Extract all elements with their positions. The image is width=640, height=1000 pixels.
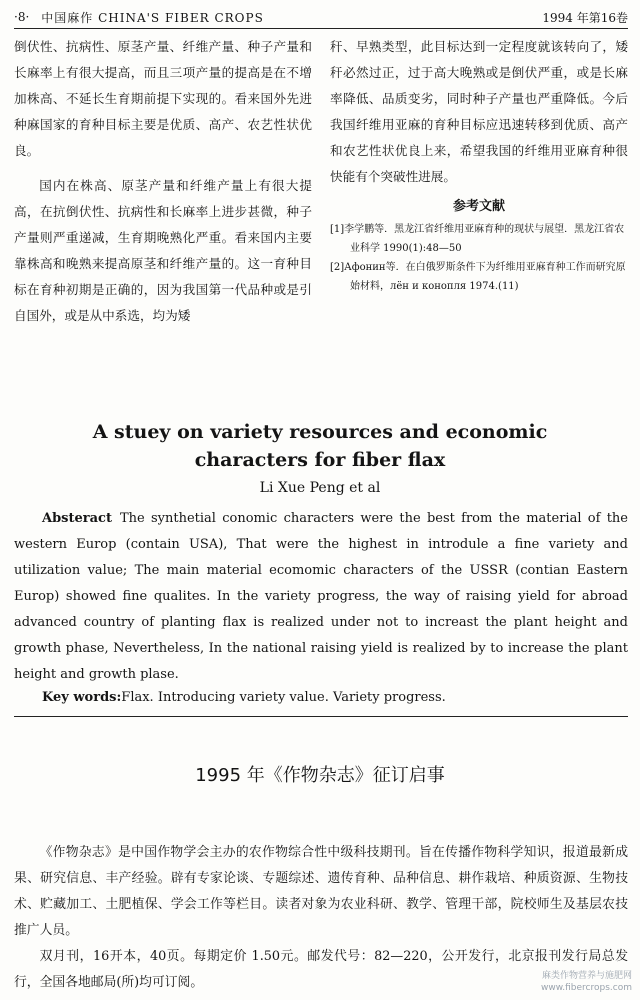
notice-paragraph: 《作物杂志》是中国作物学会主办的农作物综合性中级科技期刊。旨在传播作物科学知识，报道最新成果、研究信息、丰产经验。辟有专家论谈、专题综述、遗传育种、品种信息、耕作栽培、种质资源、生物技术、贮藏加工、土肥植保、学会工作等栏目。读者对象为农业科研、教学、管理干部，院校师生及基层农技推广人员。: [14, 845, 628, 938]
subscription-notice: [14, 840, 628, 996]
english-author: Li Xue Peng et al: [259, 480, 381, 496]
body-paragraph: 国内在株高、原茎产量和纤维产量上有很大提高，在抗倒伏性、抗病性和长麻率上进步甚微，种子产量则严重递减，生育期晚熟化严重。看来国内主要靠株高和晚熟来提高原茎和纤维产量的。这一育种目标在育种初期是正确的，因为我国第一代品种或是引自国外，或是从中系选，均为矮: [14, 178, 312, 323]
site-watermark: [541, 970, 632, 994]
abstract-label: Absteract: [42, 511, 112, 526]
english-abstract: [14, 506, 628, 688]
keywords-text: Flax. Introducing variety value. Variety progress.: [121, 690, 446, 705]
english-title-line: characters for fiber flax: [194, 449, 446, 471]
abstract-text: The synthetial conomic characters were the best from the material of the western Europ (contain USA), That were the highest in introdule a fine variety and utilization value; The main material ecomomic characters of the USSR (contian Eastern Europ) showed fine qualites. In the variety progress, the way of raising yield for abroad advanced country of planting flax is realized under not to increast the plant height and growth phase, Nevertheless, In the national raising yield is realized by to increase the plant height and growth plase.: [14, 511, 628, 682]
body-paragraph: 倒伏性、抗病性、原茎产量、纤维产量、种子产量和长麻率上有很大提高，而且三项产量的提高是在不增加株高、不延长生育期前提下实现的。看来国外先进种麻国家的育种目标主要是优质、高产、农艺性状优良。: [14, 39, 312, 158]
notice-paragraph: 双月刊，16开本，40页。每期定价 1.50元。邮发代号：82—220，公开发行，北京报刊发行局总发行，全国各地邮局(所)均可订阅。: [14, 949, 628, 990]
body-paragraph: 秆、早熟类型，此目标达到一定程度就该转向了，矮秆必然过正，过于高大晚熟或是倒伏严重，或是长麻率降低、品质变劣，同时种子产量也严重降低。今后我国纤维用亚麻的育种目标应迅速转移到优质、高产和农艺性状优良上来，希望我国的纤维用亚麻育种很快能有个突破性进展。: [330, 39, 628, 184]
watermark-line: 麻类作物营养与施肥网: [541, 971, 632, 981]
keywords: [14, 686, 628, 710]
reference-item: [2]Афонин等．在白俄罗斯条件下为纤维用亚麻育种工作而研究原始材料，лён и конопля 1974.(11): [330, 262, 626, 292]
left-column: [14, 34, 312, 329]
english-title-line: A stuey on variety resources and economic: [92, 421, 548, 443]
section-divider: [14, 716, 628, 717]
notice-title: 1995 年《作物杂志》征订启事: [195, 765, 445, 786]
running-header: [14, 6, 628, 29]
page-number: ·8·: [14, 10, 30, 24]
watermark-line: www.fibercrops.com: [541, 983, 632, 993]
volume-info: 1994 年第16卷: [542, 10, 628, 25]
article-body: [14, 34, 628, 370]
journal-name: 中国麻作 CHINA'S FIBER CROPS: [41, 10, 264, 25]
right-column: [330, 34, 628, 296]
keywords-label: Key words:: [42, 690, 122, 705]
references-heading: 参考文献: [452, 199, 505, 214]
references-list: [330, 220, 628, 296]
english-title: [20, 418, 620, 474]
reference-item: [1]李学鹏等．黑龙江省纤维用亚麻育种的现状与展望．黑龙江省农业科学 1990(1):48—50: [330, 224, 625, 254]
